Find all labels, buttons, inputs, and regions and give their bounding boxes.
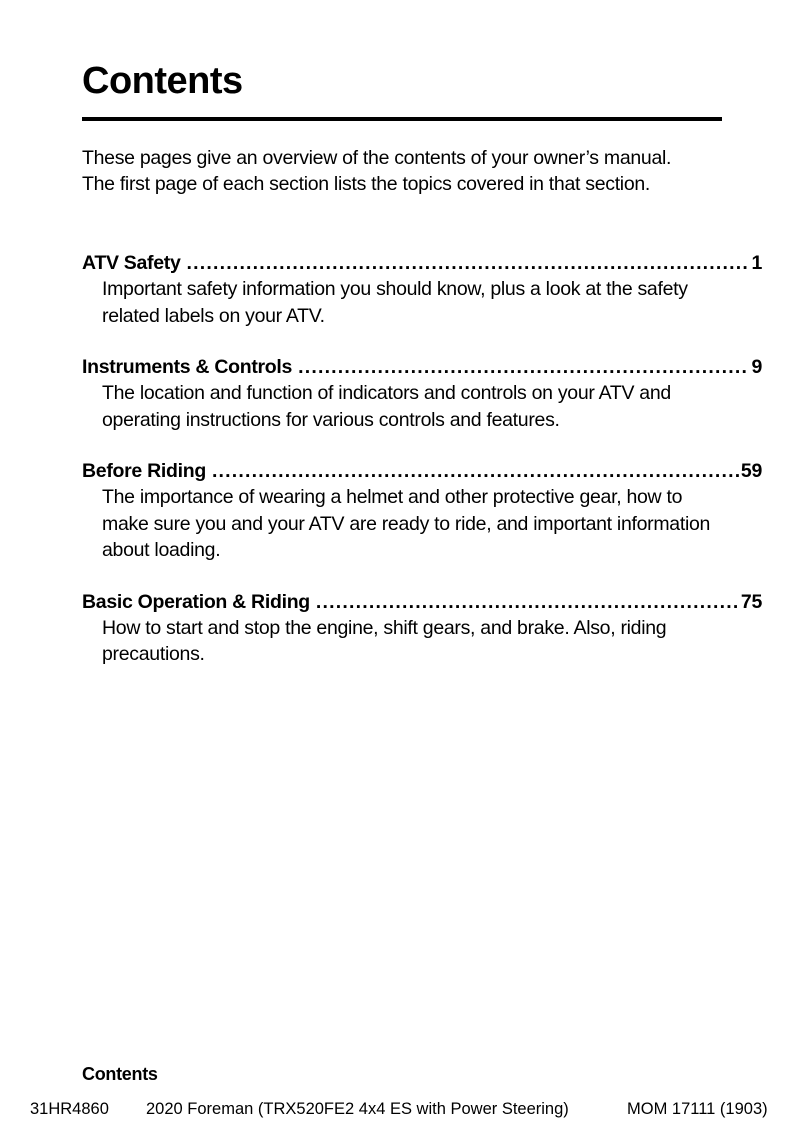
toc-entry-before-riding[interactable] [82,458,762,564]
intro-line-sections: The first page of each section lists the topics covered in that section. [82,173,651,195]
footer-section-label: Contents [82,1064,158,1084]
toc-entry-page[interactable]: 75 [740,590,762,613]
intro-line-overview: These pages give an overview of the contents of your owner’s manual. [82,147,672,169]
title-rule [82,117,722,121]
toc-entry-basic-operation[interactable] [82,589,762,668]
page-title: Contents [82,60,243,102]
toc-entry-page[interactable]: 1 [751,252,762,274]
dot-leader [212,458,739,484]
toc-entry-title[interactable]: ATV Safety [82,252,181,274]
footer-part-number: 31HR4860 [30,1100,109,1118]
toc-entry-description: The location and function of indicators and controls on your ATV and operating instructions for various controls and features. [102,382,671,431]
toc-entry-description: How to start and stop the engine, shift gears, and brake. Also, riding precautions. [102,616,667,665]
footer-publication: MOM 17111 (1903) [627,1100,768,1118]
table-of-contents [82,250,762,693]
dot-leader [316,589,739,615]
intro-text [82,145,722,197]
toc-entry-title[interactable]: Basic Operation & Riding [82,590,310,613]
toc-entry-page[interactable]: 59 [740,460,762,482]
dot-leader [298,354,749,380]
toc-entry-description: Important safety information you should know, plus a look at the safety related labels on your ATV. [102,278,688,327]
toc-entry-description: The importance of wearing a helmet and other protective gear, how to make sure you and your ATV are ready to ride, and important information about loading. [102,486,711,561]
toc-entry-title[interactable]: Instruments & Controls [82,356,293,378]
toc-entry-instruments-controls[interactable] [82,354,762,433]
dot-leader [187,250,750,276]
toc-entry-page[interactable]: 9 [751,356,762,378]
toc-entry-title[interactable]: Before Riding [82,460,206,482]
toc-entry-atv-safety[interactable] [82,250,762,329]
footer-model: 2020 Foreman (TRX520FE2 4x4 ES with Power Steering) [146,1100,569,1118]
